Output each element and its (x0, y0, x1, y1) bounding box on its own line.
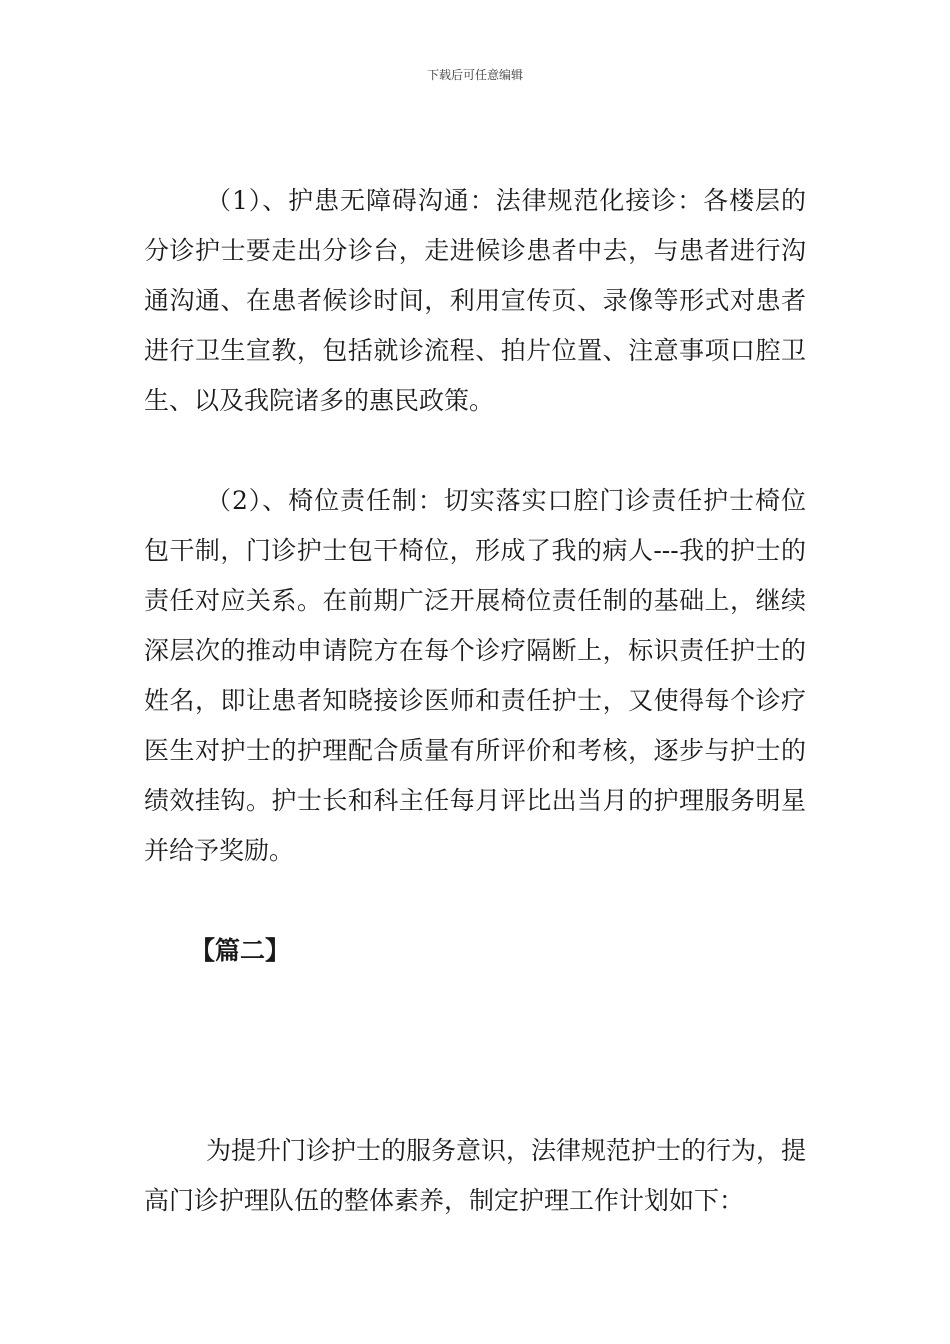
paragraph-patient-communication: （1）、护患无障碍沟通：法律规范化接诊：各楼层的分诊护士要走出分诊台，走进候诊患者中去，与患者进行沟通沟通、在患者候诊时间，利用宣传页、录像等形式对患者进行卫生宣教，包括就诊流程、拍片位置、注意事项口腔卫生、以及我院诸多的惠民政策。 (144, 186, 806, 415)
document-body (144, 176, 806, 1226)
section-heading: 【篇二】 (190, 936, 291, 965)
paragraph-work-plan-intro: 为提升门诊护士的服务意识，法律规范护士的行为，提高门诊护理队伍的整体素养，制定护理工作计划如下： (144, 1136, 807, 1215)
paragraph-chair-responsibility: （2）、椅位责任制：切实落实口腔门诊责任护士椅位包干制，门诊护士包干椅位，形成了我的病人---我的护士的责任对应关系。在前期广泛开展椅位责任制的基础上，继续深层次的推动申请院方在每个诊疗隔断上，标识责任护士的姓名，即让患者知晓接诊医师和责任护士，又使得每个诊疗医生对护士的护理配合质量有所评价和考核，逐步与护士的绩效挂钩。护士长和科主任每月评比出当月的护理服务明星并给予奖励。 (144, 486, 806, 865)
page-header: 下载后可任意编辑 (426, 68, 523, 82)
